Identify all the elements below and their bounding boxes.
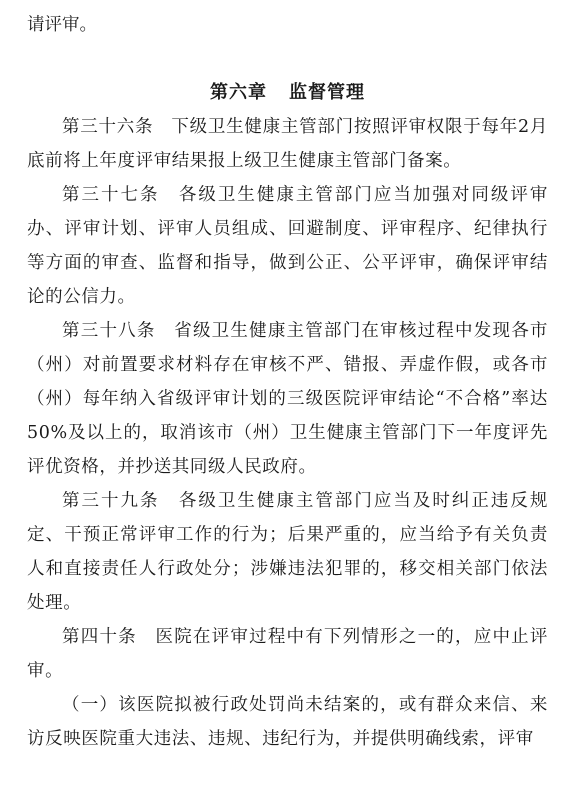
article-label: 第三十九条 <box>62 491 160 511</box>
article-text: 省级卫生健康主管部门在审核过程中发现各市（州）对前置要求材料存在审核不严、错报、弄虚作假，或各市（州）每年纳入省级评审计划的三级医院评审结论“不合格”率达50%及以上的，取消该市（州）卫生健康主管部门下一年度评先评优资格，并抄送其同级人民政府。 <box>27 321 549 477</box>
article-37 <box>27 178 548 314</box>
article-36 <box>27 110 548 178</box>
article-text: 各级卫生健康主管部门应当加强对同级评审办、评审计划、评审人员组成、回避制度、评审程序、纪律执行等方面的审查、监督和指导，做到公正、公平评审，确保评审结论的公信力。 <box>27 185 548 307</box>
article-40 <box>27 620 548 688</box>
chapter-title: 监督管理 <box>289 82 365 103</box>
chapter-heading <box>27 76 548 110</box>
list-item-1: （一）该医院拟被行政处罚尚未结案的，或有群众来信、来访反映医院重大违法、违规、违纪行为，并提供明确线索，评审 <box>27 695 548 749</box>
article-label: 第三十七条 <box>62 185 160 205</box>
article-text: 医院在评审过程中有下列情形之一的，应中止评审。 <box>27 627 548 681</box>
continued-text: 请评审。 <box>27 15 97 35</box>
article-label: 第四十条 <box>62 627 137 647</box>
article-label: 第三十八条 <box>62 321 156 341</box>
article-text: 各级卫生健康主管部门应当及时纠正违反规定、干预正常评审工作的行为；后果严重的，应当给予有关负责人和直接责任人行政处分；涉嫌违法犯罪的，移交相关部门依法处理。 <box>27 491 548 613</box>
article-text: 下级卫生健康主管部门按照评审权限于每年2月底前将上年度评审结果报上级卫生健康主管部门备案。 <box>27 117 549 171</box>
chapter-number: 第六章 <box>210 82 267 103</box>
article-39 <box>27 484 548 620</box>
article-label: 第三十六条 <box>62 117 154 137</box>
article-38 <box>27 314 548 484</box>
